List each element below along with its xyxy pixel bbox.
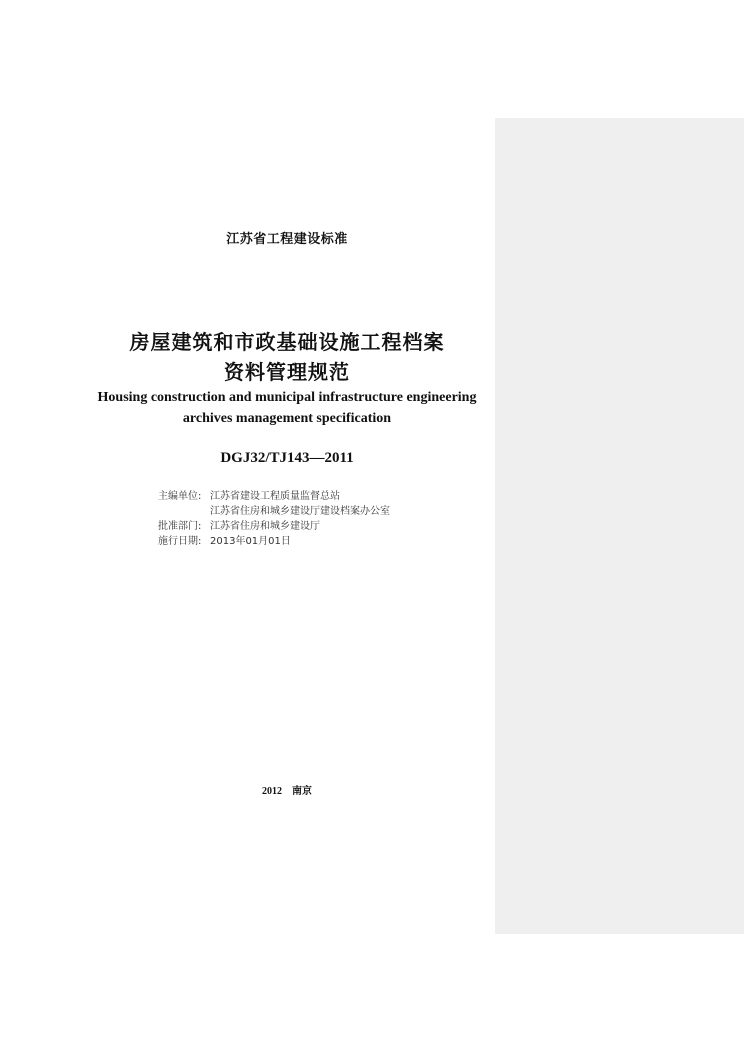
editor-label: 主编单位:: [158, 491, 202, 502]
editor-value-2: 江苏省住房和城乡建设厅建设档案办公室: [210, 506, 390, 517]
effective-date-row: [158, 534, 390, 549]
comment-pane: [495, 118, 744, 934]
approver-label: 批准部门:: [158, 521, 202, 532]
effective-date-label: 施行日期:: [158, 536, 202, 547]
publication-info: [158, 489, 390, 549]
imprint-year: 2012: [262, 786, 282, 797]
editor-label-spacer: [158, 504, 210, 519]
imprint-footer: [80, 782, 494, 797]
title-english-line-2: archives management specification: [182, 411, 392, 426]
editor-row-1: [158, 489, 390, 504]
standard-code: DGJ32/TJ143—2011: [220, 450, 354, 466]
effective-date-value: 2013年01月01日: [210, 536, 291, 547]
approver-value: 江苏省住房和城乡建设厅: [210, 521, 320, 532]
editor-row-2: [158, 504, 390, 519]
title-chinese-line-2: 资料管理规范: [224, 360, 350, 384]
title-english-line-1: Housing construction and municipal infrastructure engineering: [97, 390, 477, 405]
imprint-city: 南京: [292, 786, 312, 797]
standard-series-heading: 江苏省工程建设标准: [226, 232, 348, 247]
approver-row: [158, 519, 390, 534]
editor-value-1: 江苏省建设工程质量监督总站: [210, 491, 340, 502]
title-chinese-line-1: 房屋建筑和市政基础设施工程档案: [129, 330, 445, 354]
